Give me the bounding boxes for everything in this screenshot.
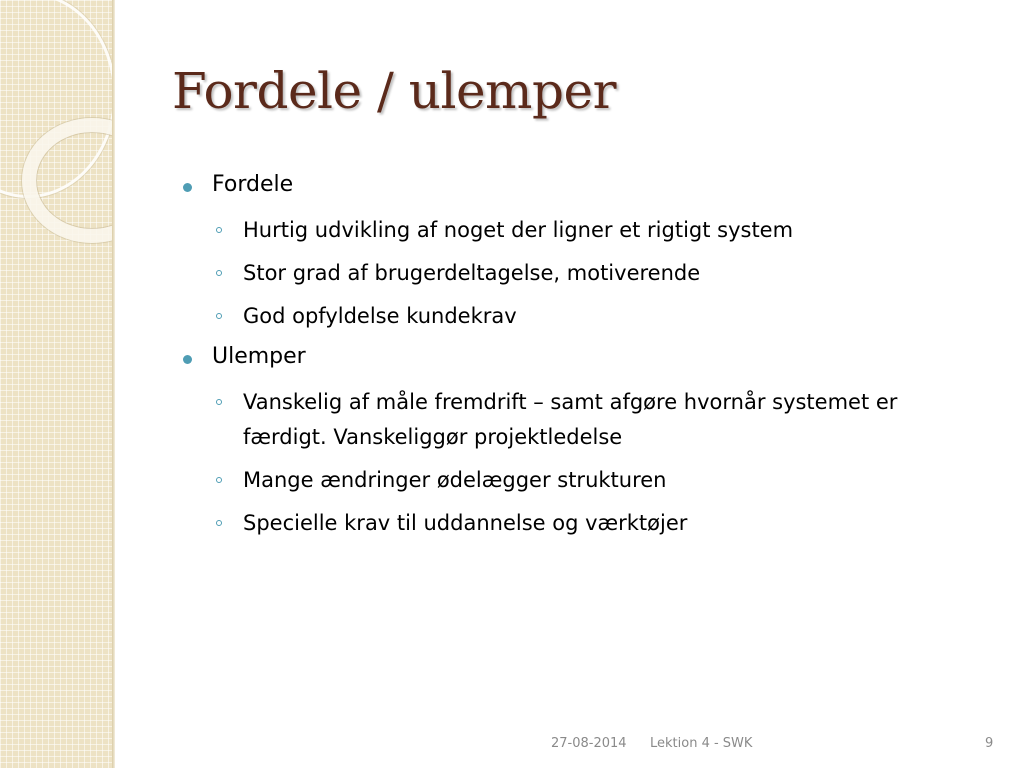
bullet-ulemper: Ulemper [212,344,306,369]
sub-bullet-circle-icon [216,313,222,319]
sub-bullet-item: Stor grad af brugerdeltagelse, motiverende [243,261,701,285]
sub-bullet-item: Mange ændringer ødelægger strukturen [243,468,667,492]
bullet-fordele: Fordele [212,172,294,197]
sub-bullet-circle-icon [216,477,222,483]
bullet-dot-icon [183,183,192,192]
footer-lecture: Lektion 4 - SWK [650,736,753,751]
slide-title: Fordele / ulemper [172,62,616,120]
sub-bullet-circle-icon [216,227,222,233]
sub-bullet-item-continuation: færdigt. Vanskeliggør projektledelse [243,425,623,449]
sub-bullet-item: Specielle krav til uddannelse og værktøjer [243,511,688,535]
sub-bullet-circle-icon [216,520,222,526]
sub-bullet-circle-icon [216,399,222,405]
bullet-dot-icon [183,355,192,364]
footer-date: 27-08-2014 [551,736,627,751]
sub-bullet-item: Hurtig udvikling af noget der ligner et rigtigt system [243,218,794,242]
sub-bullet-item: Vanskelig af måle fremdrift – samt afgøre hvornår systemet er [243,390,898,414]
footer-page-number: 9 [985,736,994,751]
sub-bullet-circle-icon [216,270,222,276]
sub-bullet-item: God opfyldelse kundekrav [243,304,517,328]
